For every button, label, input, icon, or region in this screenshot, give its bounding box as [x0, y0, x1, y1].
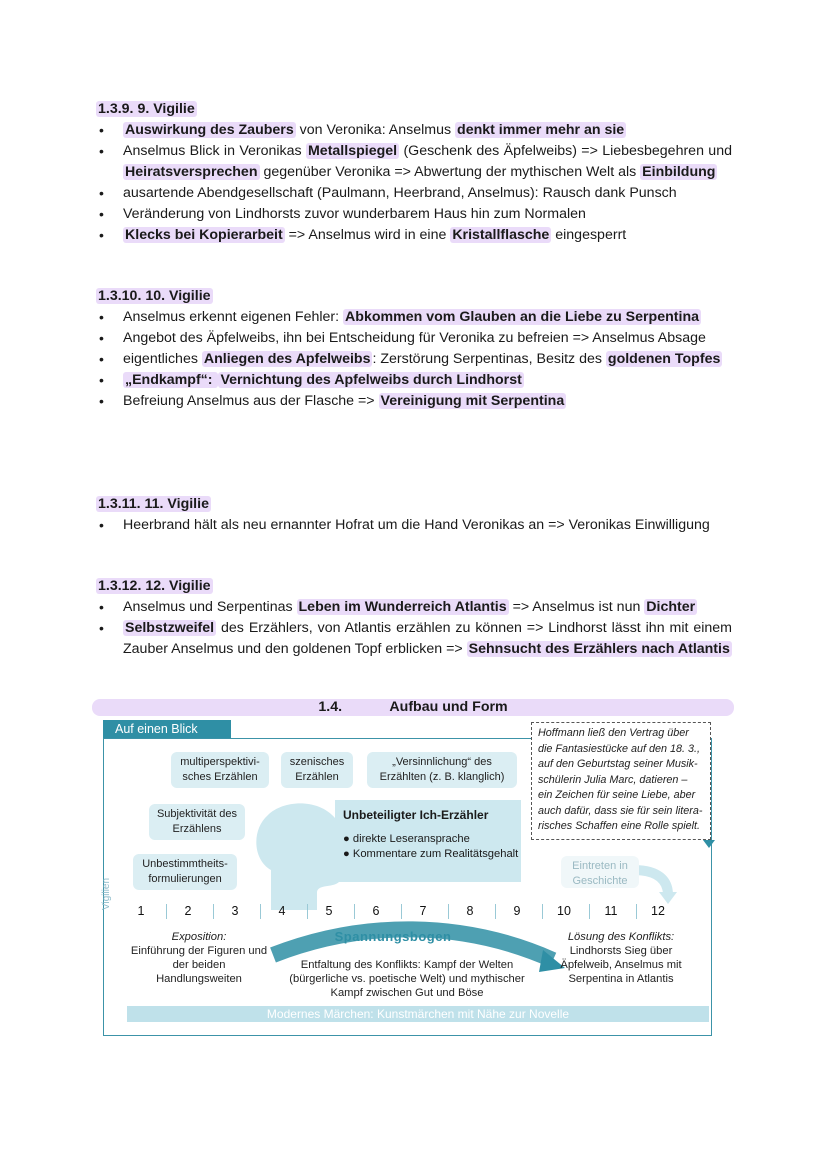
vigilie-number: 11: [604, 904, 618, 918]
bullet-list: [96, 120, 732, 246]
text-run: (Geschenk des Äpfelweibs) => Liebesbegehren und: [399, 143, 732, 159]
text-run: Angebot des Äpfelweibs, ihn bei Entscheidung für Veronika zu befreien => Anselmus Absage: [123, 330, 706, 346]
highlighted-text: „Endkampf“:: [125, 372, 217, 388]
bullet-item: [96, 328, 732, 349]
vigilie-number: 10: [557, 904, 571, 918]
section-vigilie-12: [96, 576, 732, 660]
number-separator: [307, 904, 308, 919]
highlighted-text: Anliegen des Apfelweibs: [203, 351, 371, 367]
figure-bottom-bar: Modernes Märchen: Kunstmärchen mit Nähe zur Novelle: [127, 1006, 709, 1022]
text-run: Befreiung Anselmus aus der Flasche =>: [123, 393, 379, 409]
number-separator: [354, 904, 355, 919]
highlighted-text: denkt immer mehr an sie: [457, 122, 625, 138]
bullet-list: [96, 515, 732, 536]
section-heading: 1.3.11. 11. Vigilie: [98, 496, 209, 512]
note-pointer-icon: [703, 840, 715, 848]
section-vigilie-9: [96, 99, 732, 246]
vigilie-number: 1: [137, 904, 145, 918]
text-run: des Erzählers, von Atlantis erzählen zu können => Lindhorst lässt ihn mit einem Zauber Anselmus und den goldenen Topf erblicken =>: [123, 620, 732, 657]
entfaltung-text: Entfaltung des Konflikts: Kampf der Welten (bürgerliche vs. poetische Welt) und mythischer Kampf zwischen Gut und Böse: [289, 959, 525, 999]
number-separator: [636, 904, 637, 919]
highlighted-text: Kristallflasche: [452, 227, 550, 243]
number-separator: [213, 904, 214, 919]
bubble-eintreten: Eintreten in Geschichte: [561, 856, 639, 888]
number-separator: [401, 904, 402, 919]
vigilie-number: 9: [513, 904, 521, 918]
vigilie-number: 7: [419, 904, 427, 918]
text-run: gegenüber Veronika => Abwertung der mythischen Welt als: [259, 164, 641, 180]
number-separator: [495, 904, 496, 919]
highlighted-text: Einbildung: [642, 164, 716, 180]
highlighted-text: Sehnsucht des Erzählers nach Atlantis: [468, 641, 730, 657]
highlighted-text: Vereinigung mit Serpentina: [380, 393, 565, 409]
section-heading: 1.3.9. 9. Vigilie: [98, 101, 195, 117]
highlighted-text: Metallspiegel: [307, 143, 398, 159]
highlighted-text: Klecks bei Kopierarbeit: [125, 227, 283, 243]
spannungsbogen-label: Spannungsbogen: [334, 929, 452, 944]
bullet-item: [96, 370, 732, 391]
highlighted-text: Leben im Wunderreich Atlantis: [298, 599, 507, 615]
bullet-list: [96, 307, 732, 412]
bullet-item: [96, 225, 732, 246]
ich-erzaehler-title: Unbeteiligter Ich-Erzähler: [343, 808, 489, 822]
highlighted-text: Heiratsversprechen: [125, 164, 258, 180]
section-heading: 1.3.10. 10. Vigilie: [98, 288, 211, 304]
vigilie-number: 3: [231, 904, 239, 918]
loesung-text: Lindhorsts Sieg über Äpfelweib, Anselmus mit Serpentina in Atlantis: [560, 945, 682, 985]
bullet-item: [96, 141, 732, 183]
vigilien-label: Vigilien: [101, 877, 112, 910]
bullet-item: [96, 597, 732, 618]
text-run: von Veronika: Anselmus: [295, 122, 456, 138]
vigilie-number: 2: [184, 904, 192, 918]
section-1-4-number: 1.4.: [318, 699, 343, 715]
vigilie-number: 5: [325, 904, 333, 918]
bullet-item: [96, 349, 732, 370]
text-run: => Anselmus wird in eine: [284, 227, 451, 243]
bullet-item: [96, 204, 732, 225]
loesung-label: Lösung des Konflikts:: [567, 931, 675, 943]
exposition-text: Einführung der Figuren und der beiden Handlungsweiten: [130, 945, 268, 985]
highlighted-text: Dichter: [646, 599, 696, 615]
bubble-subjektivitaet: Subjektivität des Erzählens: [149, 804, 245, 840]
text-run: => Anselmus ist nun: [508, 599, 645, 615]
highlighted-text: Abkommen vom Glauben an die Liebe zu Serpentina: [345, 309, 699, 325]
section-heading: 1.3.12. 12. Vigilie: [98, 578, 211, 594]
highlighted-text: goldenen Topfes: [607, 351, 721, 367]
text-run: Heerbrand hält als neu ernannter Hofrat um die Hand Veronikas an => Veronikas Einwilligung: [123, 517, 710, 533]
structure-figure: [103, 720, 715, 1038]
bubble-versinnlichung: „Versinnlichung“ des Erzählten (z. B. klanglich): [367, 752, 517, 788]
vigilie-number: 6: [372, 904, 380, 918]
bullet-item: [96, 515, 732, 536]
number-separator: [589, 904, 590, 919]
note-box: Hoffmann ließ den Vertrag über die Fantasiestücke auf den 18. 3., auf den Geburtstag seiner Musik-schülerin Julia Marc, datieren – ein Zeichen für seine Liebe, aber auch dafür, dass sie für sein litera-risches Schaffen eine Rolle spielt.: [531, 722, 711, 840]
text-run: Anselmus Blick in Veronikas: [123, 143, 306, 159]
number-separator: [448, 904, 449, 919]
ich-item: Kommentare zum Realitätsgehalt: [352, 848, 519, 860]
ich-erzaehler-list: ● direkte Leseransprache ● Kommentare zum Realitätsgehalt: [343, 833, 519, 860]
figure-tag: Auf einen Blick: [103, 720, 231, 738]
highlighted-text: Auswirkung des Zaubers: [125, 122, 294, 138]
highlighted-text: Vernichtung des Apfelweibs durch Lindhorst: [220, 372, 522, 388]
text-run: : Zerstörung Serpentinas, Besitz des: [372, 351, 606, 367]
bullet-item: [96, 618, 732, 660]
bubble-multiperspektivisch: multiperspektivi-sches Erzählen: [171, 752, 269, 788]
vigilie-number: 4: [278, 904, 286, 918]
highlighted-text: Selbstzweifel: [125, 620, 215, 636]
text-run: ausartende Abendgesellschaft (Paulmann, Heerbrand, Anselmus): Rausch dank Punsch: [123, 185, 677, 201]
bullet-item: [96, 307, 732, 328]
bullet-list: [96, 597, 732, 660]
text-run: eigentliches: [123, 351, 202, 367]
number-separator: [166, 904, 167, 919]
text-run: Veränderung von Lindhorsts zuvor wunderbarem Haus hin zum Normalen: [123, 206, 586, 222]
vigilie-number: 12: [651, 904, 665, 918]
section-vigilie-10: [96, 286, 732, 412]
exposition-label: Exposition:: [171, 931, 227, 943]
section-vigilie-11: [96, 494, 732, 536]
bullet-item: [96, 183, 732, 204]
number-separator: [260, 904, 261, 919]
section-1-4-title: Aufbau und Form: [389, 699, 508, 715]
bullet-item: [96, 120, 732, 141]
text-run: Anselmus und Serpentinas: [123, 599, 297, 615]
bullet-item: [96, 391, 732, 412]
section-1-4-header: [92, 699, 734, 716]
text-run: Anselmus erkennt eigenen Fehler:: [123, 309, 344, 325]
number-separator: [542, 904, 543, 919]
bubble-unbestimmtheit: Unbestimmtheits-formulierungen: [133, 854, 237, 890]
vigilie-number: 8: [466, 904, 474, 918]
text-run: eingesperrt: [551, 227, 627, 243]
ich-item: direkte Leseransprache: [352, 833, 470, 845]
vigilien-numbers: [119, 900, 713, 922]
bubble-szenisch: szenisches Erzählen: [281, 752, 353, 788]
